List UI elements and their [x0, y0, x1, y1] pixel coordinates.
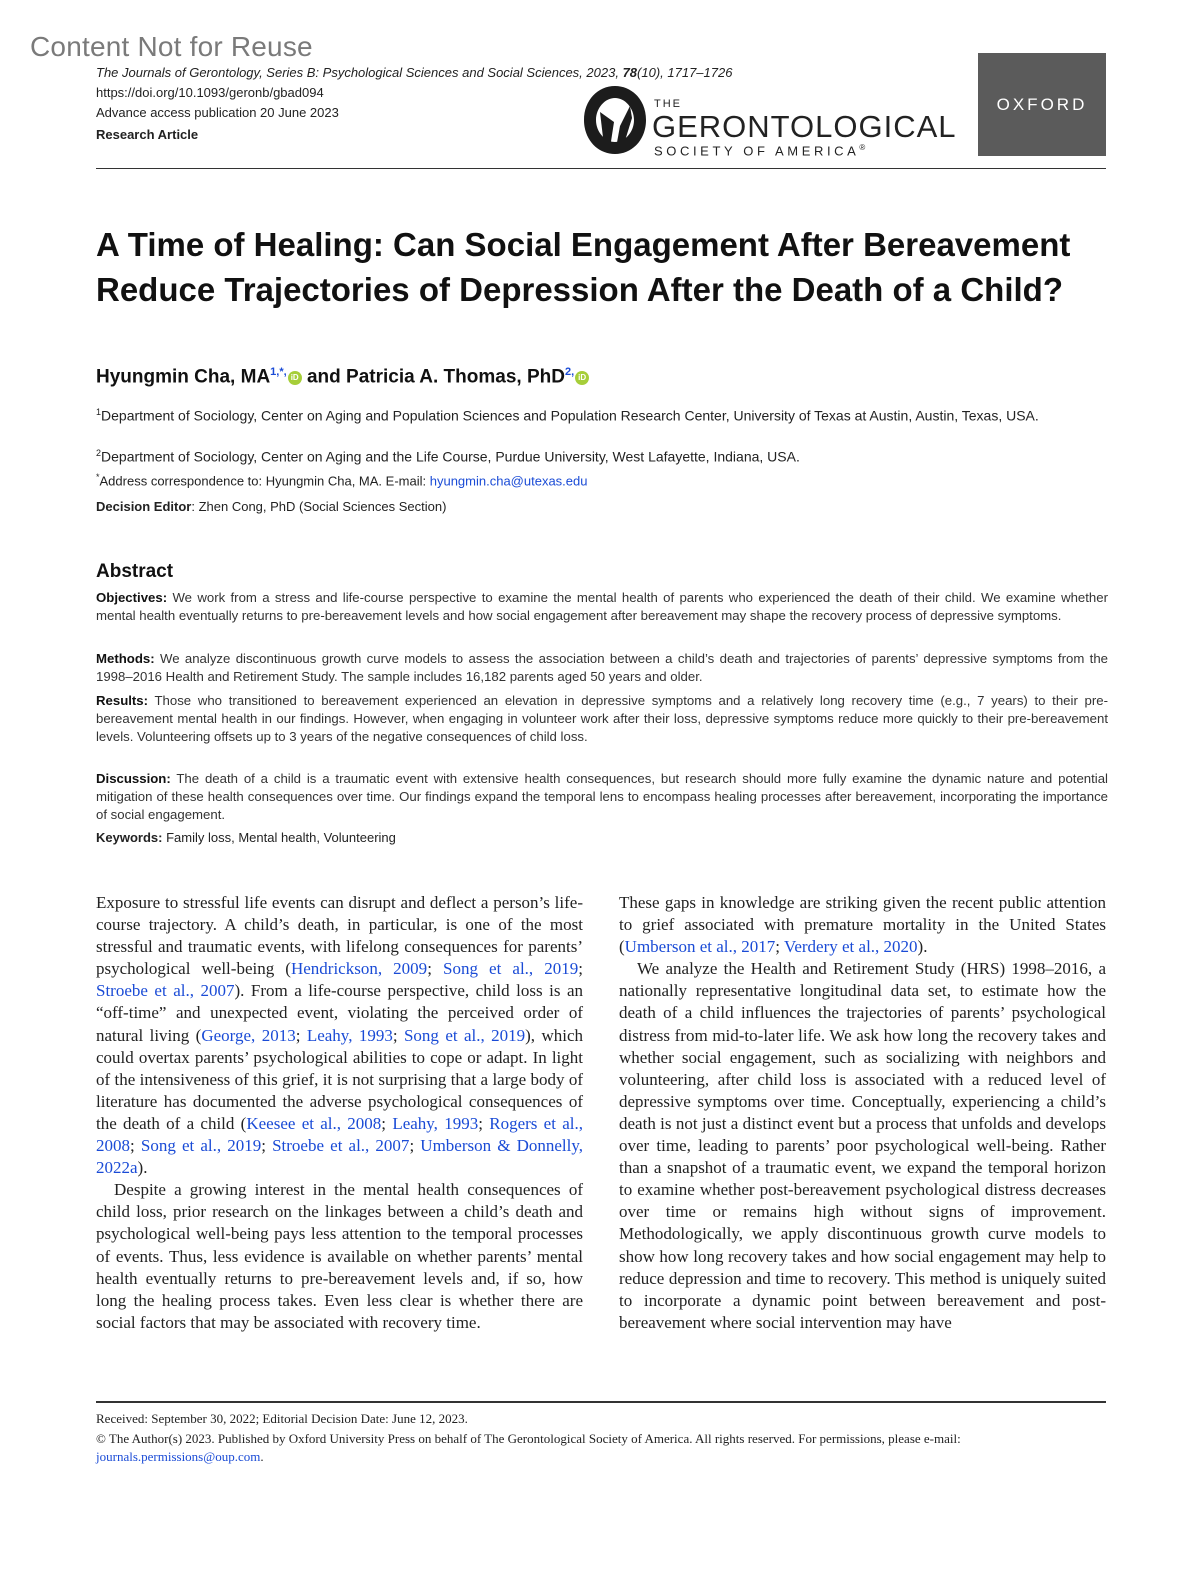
journal-name: The Journals of Gerontology, Series B: Psychological Sciences and Social Sciences, 2023, — [96, 65, 619, 80]
doi-link[interactable]: https://doi.org/10.1093/geronb/gbad094 — [96, 85, 324, 100]
citation-separator: ; — [381, 1113, 393, 1133]
gsa-subtitle — [654, 143, 865, 158]
advance-access: Advance access publication 20 June 2023 — [96, 105, 339, 120]
citation-separator: ; — [409, 1136, 421, 1156]
citation-link[interactable]: Song et al., 2019 — [140, 1136, 262, 1156]
decision-editor-value: : Zhen Cong, PhD (Social Sciences Section) — [191, 499, 447, 514]
citation-link[interactable]: Song et al., 2019 — [403, 1025, 526, 1045]
correspondence-email-link[interactable]: hyungmin.cha@utexas.edu — [429, 473, 588, 489]
copyright-end: . — [260, 1449, 264, 1464]
results-label: Results: — [96, 693, 149, 708]
citation-separator: ; — [130, 1136, 141, 1156]
permissions-email-link[interactable]: journals.permissions@oup.com — [96, 1449, 261, 1464]
author-2: Patricia A. Thomas, PhD — [346, 366, 565, 388]
citation-link[interactable]: Umberson et al., 2017 — [624, 937, 776, 957]
header-divider — [96, 168, 1106, 169]
gsa-name: GERONTOLOGICAL — [652, 109, 957, 144]
citation-separator: ; — [775, 937, 784, 957]
body-column-left — [96, 892, 583, 1334]
methods-text: We analyze discontinuous growth curve models to assess the association between a child’s death and trajectories of parents’ depressive symptoms from the 1998–2016 Health and Retirement Study. The sample includes 16,182 parents aged 50 years and older. — [96, 651, 1108, 684]
body-text: ). — [917, 937, 928, 957]
citation-separator: ; — [478, 1113, 490, 1133]
citation-separator: ; — [578, 959, 583, 979]
keywords-text: Family loss, Mental health, Volunteering — [166, 830, 396, 845]
results-text: Those who transitioned to bereavement experienced an elevation in depressive symptoms and a relatively long recovery time (e.g., 7 years) to their pre-bereavement mental health in our findings. However, when engaging in volunteer work after their loss, depressive symptoms reduce more quickly to their pre-bereavement levels. Volunteering offsets up to 3 years of the negative consequences of child loss. — [96, 693, 1108, 744]
body-text: Exposure to stressful life events can disrupt and deflect a person’s life-course trajectory. A child’s death, in particular, is one of the most stressful and traumatic events, with lifelong consequences for parents’ psychological well-being ( — [96, 893, 583, 979]
discussion-text: The death of a child is a traumatic event with extensive health consequences, but research should more fully examine the dynamic nature and potential mitigation of these health consequences over time. Our findings expand the temporal lens to encompass healing processes after bereavement, incorporating the importance of social engagement. — [96, 771, 1108, 822]
body-text: ). — [137, 1158, 148, 1178]
gsa-emblem-icon — [580, 82, 650, 158]
gsa-the: THE — [654, 98, 682, 110]
affiliation-2 — [96, 443, 1108, 467]
keywords — [96, 830, 396, 845]
copyright — [96, 1430, 1106, 1466]
body-text: These gaps in knowledge are striking given the recent public attention to grief associated with premature mortality in the United States ( — [619, 893, 1106, 957]
citation-link[interactable]: Umberson & Donnelly, 2022a — [96, 1136, 584, 1178]
citation-link[interactable]: Rogers et al., 2008 — [96, 1113, 583, 1156]
body-text: ). From a life-course perspective, child loss is an “off-time” and unexpected event, violating the perceived order of natural living ( — [96, 981, 583, 1045]
gsa-logo — [580, 82, 970, 160]
body-paragraph — [619, 892, 1106, 958]
citation-separator: ; — [427, 959, 443, 979]
body-paragraph: We analyze the Health and Retirement Study (HRS) 1998–2016, a nationally representative longitudinal data set, to estimate how the death of a child influences the trajectories of parents’ psychological distress from mid-to-later life. We ask how long the recovery takes and whether social engagement, such as socializing with neighbors and volunteering, after child loss is associated with a reduced level of depressive symptoms over time. Conceptually, experiencing a child’s death is not just a distinct event but a process that unfolds and develops over time, leading to parents’ poor psychological well-being. Rather than a snapshot of a traumatic event, we expand the temporal horizon to examine whether post-bereavement psychological distress decreases over time or remains high without signs of improvement. Methodologically, we apply discontinuous growth curve models to show how long recovery takes and how social engagement may help to reduce depression and time to recovery. This method is uniquely suited to incorporate a dynamic point between bereavement and post-bereavement where social intervention may have — [619, 959, 1106, 1332]
abstract-heading: Abstract — [96, 561, 174, 582]
article-title: A Time of Healing: Can Social Engagement After Bereavement Reduce Trajectories of Depression After the Death of a Child? — [96, 226, 1071, 308]
decision-editor-label: Decision Editor — [96, 499, 192, 514]
affiliation-2-sup: 2 — [96, 448, 102, 458]
keywords-label: Keywords: — [96, 830, 163, 845]
citation-separator: ; — [392, 1025, 404, 1045]
author-1-sup: 1,*, — [270, 366, 287, 378]
citation-link[interactable]: Stroebe et al., 2007 — [96, 981, 235, 1001]
methods-label: Methods: — [96, 651, 155, 666]
correspondence-sup: * — [96, 472, 100, 482]
copyright-text: © The Author(s) 2023. Published by Oxford University Press on behalf of The Gerontological Society of America. All rights reserved. For permissions, please e-mail: — [96, 1431, 961, 1446]
body-paragraph: Despite a growing interest in the mental health consequences of child loss, prior research on the linkages between a child’s death and psychological well-being pays less attention to the temporal processes of events. Thus, less evidence is available on whether parents’ mental health eventually returns to pre-bereavement levels and, if so, how long the healing process takes. Even less clear is whether there are social factors that may be associated with recovery time. — [96, 1180, 583, 1332]
orcid-icon[interactable]: iD — [575, 371, 589, 385]
gsa-registered: ® — [859, 143, 866, 152]
abstract-methods — [96, 650, 1108, 686]
citation-separator: ; — [295, 1025, 307, 1045]
affiliation-1-sup: 1 — [96, 407, 102, 417]
citation-link[interactable]: Leahy, 1993 — [392, 1113, 479, 1133]
author-1: Hyungmin Cha, MA — [96, 366, 271, 388]
decision-editor — [96, 499, 446, 514]
received-dates: Received: September 30, 2022; Editorial Decision Date: June 12, 2023. — [96, 1411, 468, 1426]
oxford-logo — [978, 53, 1106, 156]
abstract-discussion — [96, 770, 1108, 824]
author-and: and — [306, 366, 341, 388]
journal-citation — [96, 65, 732, 80]
citation-link[interactable]: Hendrickson, 2009 — [290, 959, 428, 979]
affiliation-1-text: Department of Sociology, Center on Aging and Population Sciences and Population Research Center, University of Texas at Austin, Austin, Texas, USA. — [101, 407, 1039, 424]
author-2-sup: 2, — [564, 366, 575, 378]
objectives-text: We work from a stress and life-course perspective to examine the mental health of parents who experienced the death of their child. We examine whether mental health eventually returns to pre-bereavement levels and how social engagement after bereavement may shape the recovery process of depressive symptoms. — [96, 590, 1108, 623]
citation-link[interactable]: Keesee et al., 2008 — [246, 1113, 382, 1133]
journal-issue-pages: (10), 1717–1726 — [637, 65, 733, 80]
affiliation-1 — [96, 402, 1108, 426]
body-text: ), which could overtax parents’ psychological abilities to cope or adapt. In light of the intensiveness of this grief, it is not surprising that a large body of literature has documented the adverse psychological consequences of the death of a child ( — [96, 1025, 583, 1133]
oxford-label: OXFORD — [996, 94, 1088, 114]
affiliation-2-text: Department of Sociology, Center on Aging and the Life Course, Purdue University, West Lafayette, Indiana, USA. — [101, 448, 800, 465]
discussion-label: Discussion: — [96, 771, 171, 786]
citation-link[interactable]: Verdery et al., 2020 — [783, 937, 918, 957]
correspondence — [96, 467, 1108, 491]
citation-link[interactable]: Leahy, 1993 — [306, 1025, 393, 1045]
watermark: Content Not for Reuse — [30, 31, 313, 62]
citation-link[interactable]: Stroebe et al., 2007 — [272, 1136, 410, 1156]
author-line — [96, 366, 589, 388]
body-column-right — [619, 892, 1106, 1334]
citation-separator: ; — [261, 1136, 273, 1156]
footer-divider — [96, 1401, 1106, 1403]
gsa-subtitle-text: SOCIETY OF AMERICA — [654, 143, 860, 159]
correspondence-text: Address correspondence to: Hyungmin Cha, MA. E-mail: — [99, 473, 427, 489]
body-paragraph — [96, 892, 583, 1179]
objectives-label: Objectives: — [96, 590, 168, 605]
citation-link[interactable]: George, 2013 — [201, 1025, 296, 1045]
abstract-objectives — [96, 589, 1108, 625]
abstract-results — [96, 692, 1108, 746]
citation-link[interactable]: Song et al., 2019 — [443, 959, 579, 979]
orcid-icon[interactable]: iD — [288, 371, 302, 385]
article-type: Research Article — [96, 127, 199, 142]
journal-volume: 78 — [622, 65, 638, 80]
